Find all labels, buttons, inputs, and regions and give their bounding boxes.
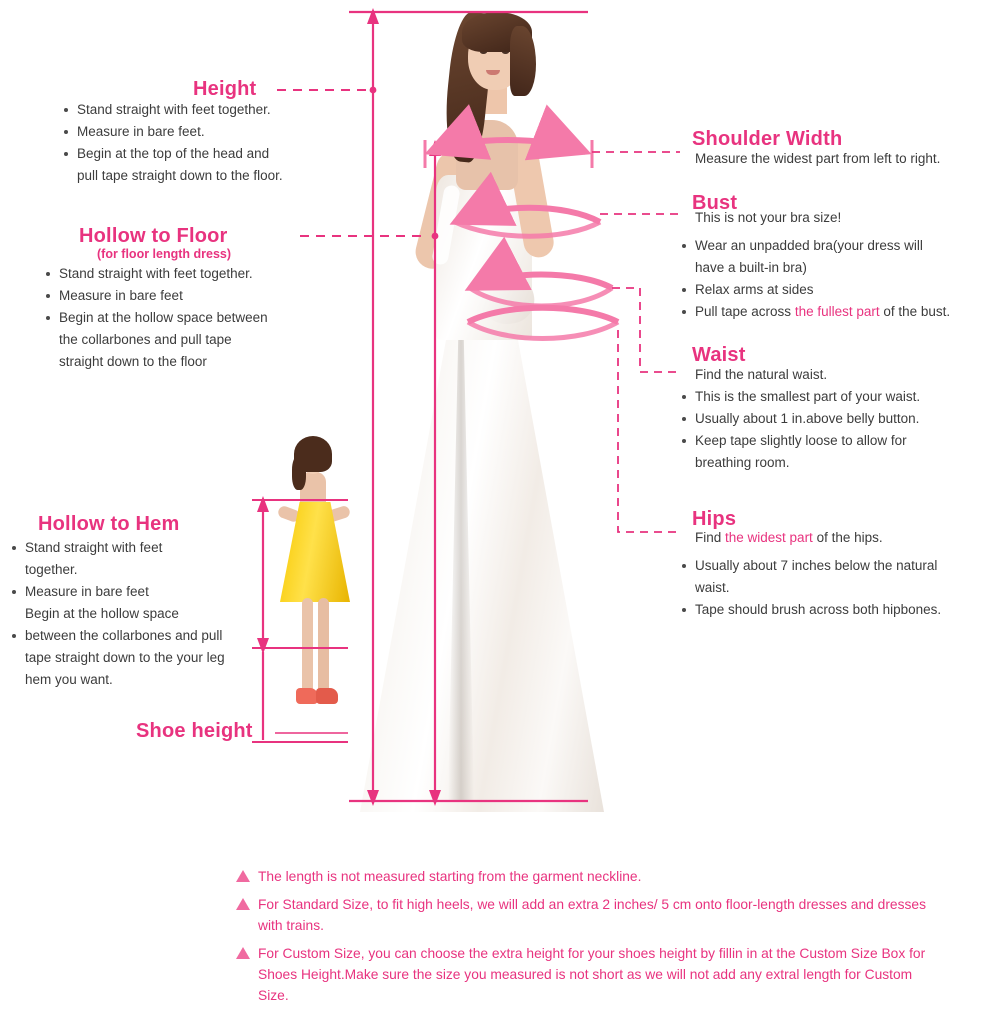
shoe-height-label: Shoe height xyxy=(136,720,253,742)
small-right-leg xyxy=(318,598,329,694)
list-item: have a built-in bra) xyxy=(695,260,807,275)
warning-triangle-icon xyxy=(236,898,250,910)
hips-highlight: the widest part xyxy=(725,530,813,545)
warning-triangle-icon xyxy=(236,947,250,959)
list-item: Begin at the top of the head and xyxy=(62,144,362,164)
list-item: pull tape straight down to the floor. xyxy=(77,168,283,183)
list-item: hem you want. xyxy=(25,672,113,687)
list-item: Begin at the hollow space xyxy=(25,606,179,621)
shoulder-width-bullets xyxy=(680,149,1000,171)
list-item xyxy=(680,528,1000,548)
small-hair xyxy=(294,436,332,472)
short-dress-figure-illustration xyxy=(264,430,374,750)
small-left-leg xyxy=(302,598,313,694)
hollow-to-floor-label: Hollow to Floor xyxy=(79,225,228,247)
hips-widest-suffix: of the hips. xyxy=(812,530,883,545)
list-item: straight down to the floor xyxy=(59,354,207,369)
list-item: Keep tape slightly loose to allow for xyxy=(680,431,1000,451)
list-item: Measure the widest part from left to right. xyxy=(695,151,941,166)
hollow-to-floor-sublabel: (for floor length dress) xyxy=(97,247,232,261)
list-item: Usually about 7 inches below the natural xyxy=(680,556,1000,576)
list-item xyxy=(680,302,1000,322)
waist-bullets xyxy=(680,365,1000,475)
small-left-shoe xyxy=(296,688,318,704)
hollow-to-hem-bullets xyxy=(10,538,258,692)
shoulder-width-label: Shoulder Width xyxy=(692,128,843,150)
list-item: Tape should brush across both hipbones. xyxy=(680,600,1000,620)
list-item: Begin at the hollow space between xyxy=(44,308,354,328)
bust-label: Bust xyxy=(692,192,738,214)
list-item: This is the smallest part of your waist. xyxy=(680,387,1000,407)
list-item: tape straight down to the your leg xyxy=(25,650,225,665)
note-item xyxy=(236,866,936,887)
list-item: Measure in bare feet. xyxy=(62,122,362,142)
list-item: between the collarbones and pull xyxy=(10,626,258,646)
note-text: The length is not measured starting from the garment neckline. xyxy=(258,869,642,884)
hollow-to-hem-label: Hollow to Hem xyxy=(38,513,180,535)
list-item: Find the natural waist. xyxy=(695,367,828,382)
list-item: Usually about 1 in.above belly button. xyxy=(680,409,1000,429)
bride-figure-illustration xyxy=(352,0,612,812)
list-item: Measure in bare feet xyxy=(10,582,258,602)
list-item: Wear an unpadded bra(your dress will xyxy=(680,236,1000,256)
small-right-shoe xyxy=(316,688,338,704)
bust-fullest-suffix: of the bust. xyxy=(879,304,951,319)
hips-widest-prefix: Find xyxy=(695,530,726,545)
warning-triangle-icon xyxy=(236,870,250,882)
bust-highlight: the fullest part xyxy=(794,304,880,319)
list-item: Relax arms at sides xyxy=(680,280,1000,300)
list-item: This is not your bra size! xyxy=(695,210,842,225)
list-item: Stand straight with feet xyxy=(10,538,258,558)
gown-skirt xyxy=(360,330,604,812)
bust-fullest-prefix: Pull tape across xyxy=(695,304,795,319)
list-item: Stand straight with feet together. xyxy=(44,264,354,284)
list-item: together. xyxy=(25,562,78,577)
waist-label: Waist xyxy=(692,344,746,366)
hips-bullets xyxy=(680,528,1000,622)
list-item: Measure in bare feet xyxy=(44,286,354,306)
height-bullets xyxy=(62,100,362,188)
bust-bullets xyxy=(680,208,1000,324)
note-text: For Custom Size, you can choose the extra height for your shoes height by fillin in at the Custom Size Box for Shoes Height.Make sure the size you measured is not short as we will not add any extral length for Custom Size. xyxy=(258,946,926,1003)
list-item: the collarbones and pull tape xyxy=(59,332,232,347)
note-text: For Standard Size, to fit high heels, we will add an extra 2 inches/ 5 cm onto floor-length dresses and dresses with trains. xyxy=(258,897,926,933)
list-item: breathing room. xyxy=(695,455,790,470)
footer-notes xyxy=(236,866,936,1013)
height-label: Height xyxy=(193,78,257,100)
note-item xyxy=(236,943,936,1006)
list-item: waist. xyxy=(695,580,730,595)
hips-label: Hips xyxy=(692,508,737,530)
hair-right xyxy=(510,26,536,96)
list-item: Stand straight with feet together. xyxy=(62,100,362,120)
note-item xyxy=(236,894,936,936)
hollow-to-floor-bullets xyxy=(44,264,354,374)
